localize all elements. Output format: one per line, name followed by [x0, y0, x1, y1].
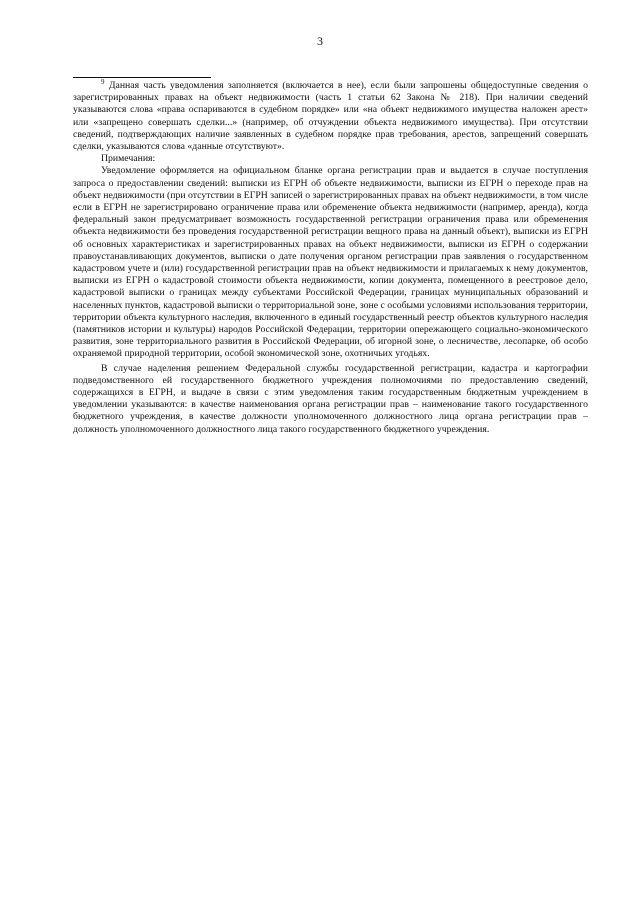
- notes-heading: Примечания:: [101, 153, 156, 165]
- page-body: [73, 80, 588, 436]
- page-number: 3: [317, 34, 323, 48]
- note-paragraph-1: Уведомление оформляется на официальном бланке органа регистрации прав и выдается в случае поступления запроса о предоставлении сведений: выписки из ЕГРН об объекте недвижимости, выписки из ЕГРН о переходе прав на объект недвижимости (при отсутствии в ЕГРН записей о зарегистрированных правах на объект недвижимости, в том числе если в ЕГРН не зарегистрировано ограничение права или обременение объекта недвижимости (например, аренда), когда федеральный закон предусматривает возможность государственной регистрации ограничения права или обременения объекта недвижимости без проведения государственной регистрации вещного права на данный объект), выписки из ЕГРН об основных характеристиках и зарегистрированных правах на объект недвижимости, выписки из ЕГРН о содержании правоустанавливающих документов, выписки о дате получения органом регистрации прав заявления о государственном кадастровом учете и (или) государственной регистрации прав на объект недвижимости и прилагаемых к нему документов, выписки из ЕГРН о кадастровой стоимости объекта недвижимости, копии документа, помещенного в реестровое дело, кадастровой выписки о границах между субъектами Российской Федерации, границах муниципальных образований и населенных пунктов, кадастровой выписки о территориальной зоне, зоне с особыми условиями использования территории, территории объекта культурного наследия, включенного в единый государственный реестр объектов культурного наследия (памятников истории и культуры) народов Российской Федерации, территории опережающего социально-экономического развития, зоне территориального развития в Российской Федерации, об игорной зоне, о лесничестве, лесопарке, об особо охраняемой природной территории, особой экономической зоне, охотничьих угодьях.: [73, 165, 588, 360]
- footnote-paragraph: [73, 80, 588, 153]
- footnote-text: Данная часть уведомления заполняется (включается в нее), если были запрошены общедоступные сведения о зарегистрированных правах на объект недвижимости (часть 1 статьи 62 Закона № 218). При наличии сведений указываются слова «права оспариваются в судебном порядке» или «на объект недвижимого имущества наложен арест» или «запрещено совершать сделки...» (например, об отчуждении объекта недвижимого имущества). При отсутствии сведений, подтверждающих наличие заявленных в судебном порядке прав требования, арестов, запрещений совершать сделки, указываются слова «данные отсутствуют».: [73, 80, 588, 153]
- footnote-separator: [73, 77, 211, 78]
- footnote-marker: 9: [101, 78, 105, 86]
- note-paragraph-2: В случае наделения решением Федеральной службы государственной регистрации, кадастра и картографии подведомственного ей государственного бюджетного учреждения полномочиями по предоставлению сведений, содержащихся в ЕГРН, и выдаче в связи с этим уведомления таким государственным бюджетным учреждением в уведомлении указываются: в качестве наименования органа регистрации прав – наименование такого государственного бюджетного учреждения, в качестве должности уполномоченного должностного лица органа регистрации прав – должность уполномоченного должностного лица такого государственного бюджетного учреждения.: [73, 362, 588, 435]
